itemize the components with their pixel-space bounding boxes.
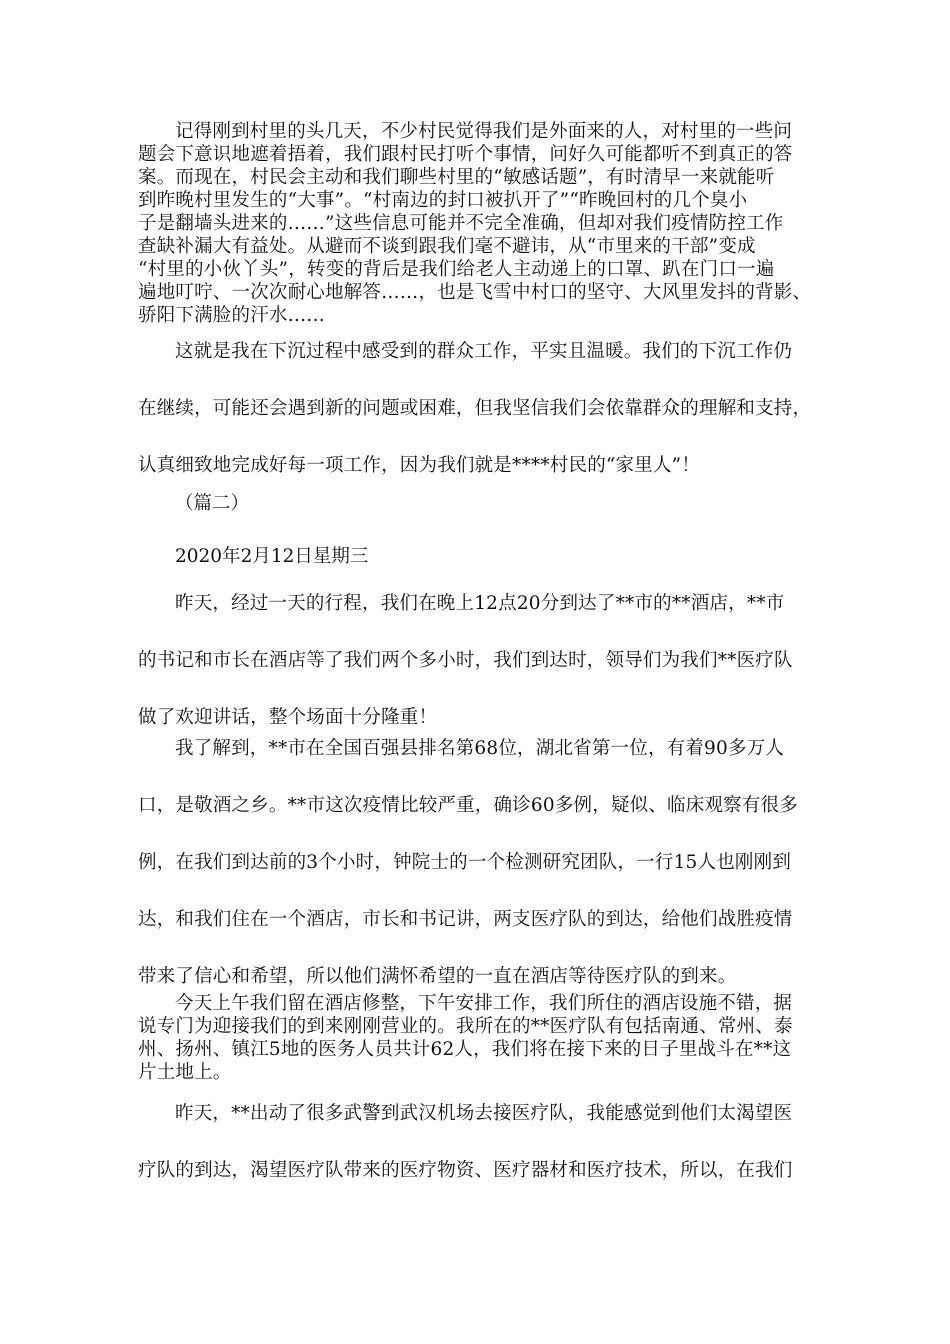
paragraph-today xyxy=(138,992,838,1084)
text-line: 的书记和市长在酒店等了我们两个多小时，我们到达时，领导们为我们**医疗队 xyxy=(138,650,793,671)
text-line: 带来了信心和希望，所以他们满怀希望的一直在酒店等待医疗队的到来。 xyxy=(138,966,737,987)
paragraph-mass-work xyxy=(138,323,838,494)
text-line: 案。而现在，村民会主动和我们聊些村里的“敏感话题”，有时清早一来就能听 xyxy=(138,167,775,188)
section-heading: （篇二） xyxy=(175,493,250,514)
text-line: 认真细致地完成好每一项工作，因为我们就是****村民的“家里人”！ xyxy=(138,455,701,476)
text-line: 说专门为迎接我们的到来刚刚营业的。我所在的**医疗队有包括南通、常州、泰 xyxy=(138,1016,793,1037)
text-line: 遍地叮咛、一次次耐心地解答……，也是飞雪中村口的坚守、大风里发抖的背影、 xyxy=(138,282,812,303)
text-line: 骄阳下满脸的汗水…… xyxy=(138,305,326,326)
text-line: 例，在我们到达前的3个小时，钟院士的一个检测研究团队，一行15人也刚刚到 xyxy=(138,852,792,873)
text-line: 昨天，经过一天的行程，我们在晚上12点20分到达了**市的**酒店，**市 xyxy=(175,593,785,614)
text-line: 州、扬州、镇江5地的医务人员共计62人，我们将在接下来的日子里战斗在**这 xyxy=(138,1039,792,1060)
text-line: “村里的小伙丫头”，转变的背后是我们给老人主动递上的口罩、趴在门口一遍 xyxy=(138,259,775,280)
text-line: 我了解到，**市在全国百强县排名第68位，湖北省第一位，有着90多万人 xyxy=(175,738,785,759)
text-line: 片土地上。 xyxy=(138,1062,232,1083)
paragraph-city-info xyxy=(138,720,838,1005)
text-line: 查缺补漏大有益处。从避而不谈到跟我们毫不避讳，从“市里来的干部”变成 xyxy=(138,236,756,257)
text-line: 达，和我们住在一个酒店，市长和书记讲，两支医疗队的到达，给他们战胜疫情 xyxy=(138,909,793,930)
text-line: 子是翻墙头进来的……”这些信息可能并不完全准确，但却对我们疫情防控工作 xyxy=(138,213,784,234)
text-line: 题会下意识地遮着捂着，我们跟村民打听个事情，问好久可能都听不到真正的答 xyxy=(138,144,793,165)
paragraph-village-trust xyxy=(138,120,838,327)
text-line: 到昨晚村里发生的“大事”。“村南边的封口被扒开了”“昨晚回村的几个臭小 xyxy=(138,190,748,211)
paragraph-yesterday xyxy=(138,1085,838,1199)
text-line: 疗队的到达，渴望医疗队带来的医疗物资、医疗器材和医疗技术，所以，在我们 xyxy=(138,1160,793,1181)
text-line: 昨天，**出动了很多武警到武汉机场去接医疗队，我能感觉到他们太渴望医 xyxy=(175,1103,793,1124)
text-line: 口，是敬酒之乡。**市这次疫情比较严重，确诊60多例，疑似、临床观察有很多 xyxy=(138,795,798,816)
text-line: 在继续，可能还会遇到新的问题或困难，但我坚信我们会依靠群众的理解和支持， xyxy=(138,398,812,419)
text-line: 做了欢迎讲话，整个场面十分隆重！ xyxy=(138,707,438,728)
text-line: 这就是我在下沉过程中感受到的群众工作，平实且温暖。我们的下沉工作仍 xyxy=(175,341,793,362)
text-line: 今天上午我们留在酒店修整，下午安排工作，我们所住的酒店设施不错，据 xyxy=(175,993,793,1014)
date-line: 2020年2月12日星期三 xyxy=(175,546,369,567)
text-line: 记得刚到村里的头几天，不少村民觉得我们是外面来的人，对村里的一些问 xyxy=(175,121,793,142)
